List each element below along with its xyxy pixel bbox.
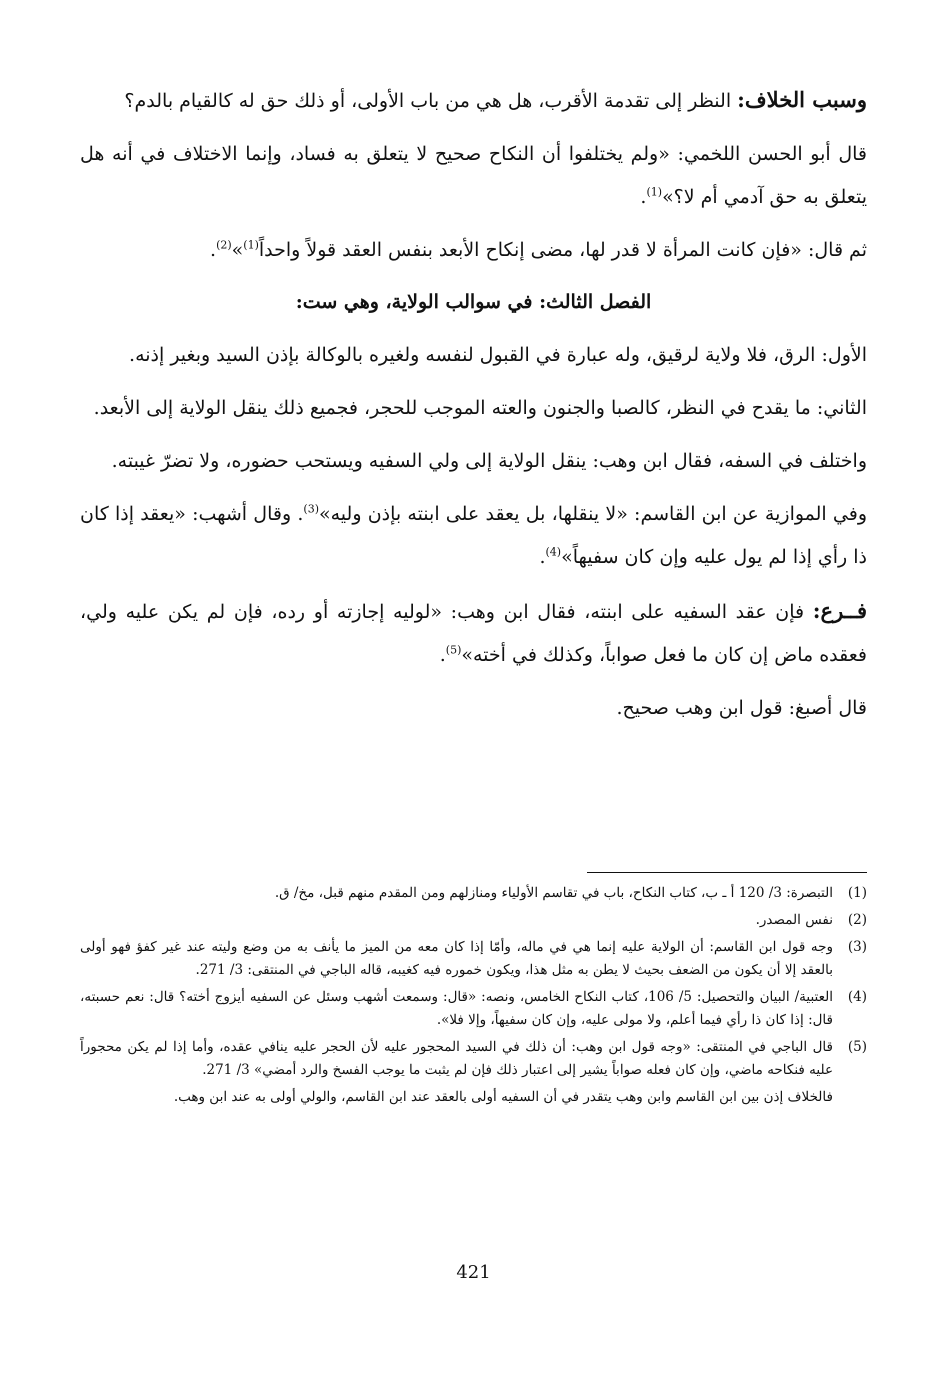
- paragraph-text: قال أصبغ: قول ابن وهب صحيح.: [616, 697, 867, 719]
- paragraph-text: الأول: الرق، فلا ولاية لرقيق، وله عبارة في القبول لنفسه ولغيره بالوكالة بإذن السيد وبغير إذنه.: [129, 344, 867, 366]
- footnote-number: (4): [847, 989, 867, 1005]
- paragraph-safah: [80, 440, 867, 483]
- footnote-text: التبصرة: 3/ 120 أ ـ ب، كتاب النكاح، باب في تقاسم الأولياء ومنازلهم ومن المقدم منهم قبل، مخ/ ق.: [274, 885, 833, 901]
- footnote-text: العتبية/ البيان والتحصيل: 5/ 106، كتاب النكاح الخامس، ونصه: «قال: وسمعت أشهب وسئل عن السفيه أيزوج أخته؟ قال: نعم حسبته، قال: إذا كان ذا رأي فيما أعلم، ولا مولى عليه، وإن كان سفيهاً، وإلا فلا».: [80, 989, 833, 1028]
- paragraph-tail: . وقال أشهب: «يعقد إذا كان ذا رأي إذا لم يول عليه وإن كان سفيهاً»: [80, 503, 867, 568]
- paragraph-first: [80, 334, 867, 377]
- main-text: [80, 78, 867, 740]
- footnote-ref: (4): [545, 545, 562, 559]
- footnote-item: [80, 882, 867, 905]
- paragraph-text: وفي الموازية عن ابن القاسم: «لا ينقلها، بل يعقد على ابنته بإذن وليه»: [318, 503, 868, 525]
- footnote-ref: (1): [243, 238, 259, 252]
- footnote-text: قال الباجي في المنتقى: «وجه قول ابن وهب: أن ذلك في السيد المحجور عليه لأن الحجر عليه ينافي عقده، وأما إذا لم يكن محجوراً عليه فنكاحه ماضي، وإن كان فعله صواباً يشير إلى اعتبار ذلك فإن لم يثبت ما يوجب الفسخ والرد أمضي» 3/ 271.: [80, 1039, 833, 1078]
- paragraph-thumma-qal: [80, 229, 867, 272]
- footnote-ref: (2): [216, 238, 232, 252]
- paragraph-text: ثم قال: «فإن كانت المرأة لا قدر لها، مضى إنكاح الأبعد بنفس العقد قولاً واحداً: [258, 239, 867, 261]
- paragraph-asbagh: [80, 687, 867, 730]
- paragraph-text: قال أبو الحسن اللخمي: «ولم يختلفوا أن النكاح صحيح لا يتعلق به فساد، وإنما الاختلاف في أنه هل يتعلق به حق آدمي أم لا؟»: [80, 143, 867, 208]
- paragraph-lead: وسبب الخلاف:: [737, 87, 867, 112]
- paragraph-text: فإن عقد السفيه على ابنته، فقال ابن وهب: «لوليه إجازته أو رده، فإن لم يكن عليه ولي، فعقده ماض إن كان ما فعل صواباً، وكذلك في أخته»: [80, 601, 867, 666]
- footnote-separator: [587, 872, 867, 873]
- page-number: 421: [456, 1262, 491, 1283]
- paragraph-lead: فــرع:: [812, 598, 867, 623]
- paragraph-lakhmi: [80, 133, 867, 219]
- footnote-item: [80, 986, 867, 1032]
- footnote-number: (1): [847, 885, 867, 901]
- footnote-number: (5): [847, 1039, 867, 1055]
- footnote-continuation: فالخلاف إذن بين ابن القاسم وابن وهب يتقدر في أن السفيه أولى بالعقد عند ابن القاسم، والولي أولى به عند ابن وهب.: [173, 1089, 833, 1105]
- paragraph-tail: .: [210, 239, 217, 261]
- paragraph-tail: .: [439, 644, 446, 666]
- footnote-item: [80, 936, 867, 982]
- footnote-text: وجه قول ابن القاسم: أن الولاية عليه إنما هي في ماله، وأمّا إذا كان معه من الميز ما يأنف به من وضع وليته عند غير كفؤ فهو أولى بالعقد إلا أن يكون من الضعف بحيث لا يطن به مثل هذا، ويكون خموره فيه كغيبه، قاله الباجي في المنتقى: 3/ 271.: [80, 939, 833, 978]
- footnote-number: (2): [847, 912, 867, 928]
- section-title: الفصل الثالث: في سوالب الولاية، وهي ست:: [295, 291, 652, 313]
- footnote-number: (3): [847, 939, 867, 955]
- footnote-item: [80, 1036, 867, 1082]
- paragraph-far: [80, 589, 867, 677]
- footnote-item: [80, 909, 867, 932]
- paragraph-tail: .: [640, 186, 647, 208]
- paragraph-tail: .: [539, 546, 546, 568]
- paragraph-text: واختلف في السفه، فقال ابن وهب: ينقل الولاية إلى ولي السفيه ويستحب حضوره، ولا تضرّ غيبته.: [111, 450, 867, 472]
- footnote-ref: (3): [303, 502, 319, 516]
- paragraph-tail: »: [231, 239, 244, 261]
- paragraph-text: النظر إلى تقدمة الأقرب، هل هي من باب الأولى، أو ذلك حق له كالقيام بالدم؟: [124, 90, 738, 112]
- paragraph-mawaziyya: [80, 493, 867, 579]
- footnote-ref: (5): [445, 643, 462, 657]
- paragraph-khilaf: [80, 78, 867, 123]
- footnote-ref: (1): [646, 185, 663, 199]
- footnotes: [80, 882, 867, 1109]
- paragraph-text: الثاني: ما يقدح في النظر، كالصبا والجنون والعته الموجب للحجر، فجميع ذلك ينقل الولاية إلى الأبعد.: [93, 397, 867, 419]
- paragraph-second: [80, 387, 867, 430]
- footnote-text: نفس المصدر.: [755, 912, 833, 928]
